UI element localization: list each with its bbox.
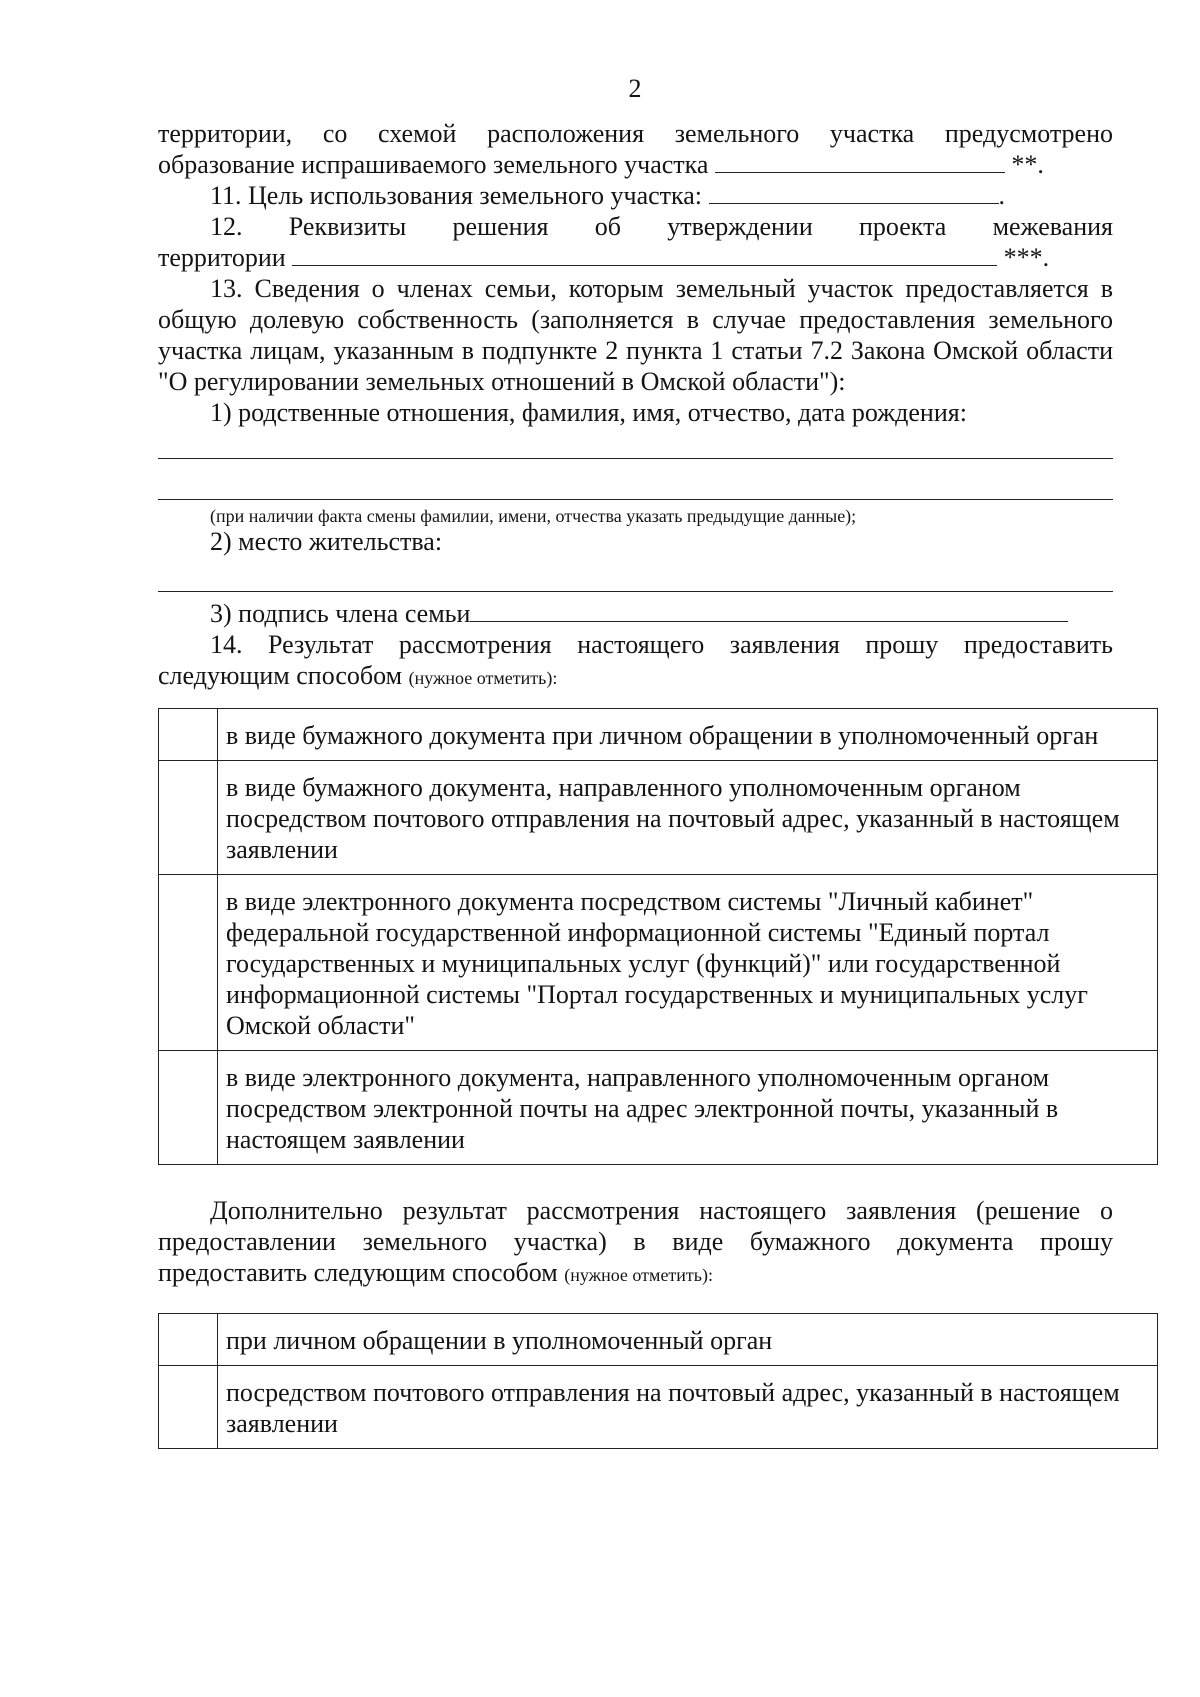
item-12-line2: территории ***. [158, 243, 1050, 272]
additional-paragraph: Дополнительно результат рассмотрения настоящего заявления (решение о предоставлении земельного участка) в виде бумажного документа прошу предоставить следующим способом (нужное отметить): [158, 1196, 1113, 1287]
checkbox-cell[interactable] [159, 1051, 218, 1165]
page-number: 2 [628, 74, 642, 103]
option-text: при личном обращении в уполномоченный орган [218, 1314, 1158, 1366]
item-13-sub-1: 1) родственные отношения, фамилия, имя, отчество, дата рождения: [210, 398, 967, 427]
document-body [158, 118, 1120, 1449]
table-row [159, 1051, 1158, 1165]
paragraph-continuation: территории, со схемой расположения земельного участка предусмотрено [158, 119, 1113, 148]
table-row [159, 761, 1158, 875]
signature-blank[interactable] [470, 603, 1068, 622]
checkbox-cell[interactable] [159, 1366, 218, 1449]
option-text: посредством почтового отправления на почтовый адрес, указанный в настоящем заявлении [218, 1366, 1158, 1449]
item-14: 14. Результат рассмотрения настоящего заявления прошу предоставить следующим способом (нужное отметить): [158, 630, 1113, 690]
relatives-note: (при наличии факта смены фамилии, имени, отчества указать предыдущие данные); [210, 506, 857, 526]
paragraph-line: образование испрашиваемого земельного участка **. [158, 150, 1044, 179]
residence-line[interactable] [158, 557, 1113, 592]
option-text: в виде электронного документа посредством системы "Личный кабинет" федеральной государственной информационной системы "Единый портал государственных и муниципальных услуг (функций)" или государственной информационной системы "Портал государственных и муниципальных услуг Омской области" [218, 875, 1158, 1051]
checkbox-cell[interactable] [159, 761, 218, 875]
result-method-table [158, 708, 1158, 1165]
relatives-line-1[interactable] [158, 428, 1113, 459]
checkbox-cell[interactable] [159, 1314, 218, 1366]
checkbox-cell[interactable] [159, 709, 218, 761]
purpose-blank[interactable] [709, 185, 999, 204]
table-row [159, 875, 1158, 1051]
blank-line[interactable] [715, 154, 1005, 173]
option-text: в виде бумажного документа при личном обращении в уполномоченный орган [218, 709, 1158, 761]
item-13-sub-3: 3) подпись члена семьи [158, 598, 1113, 629]
table-row [159, 1366, 1158, 1449]
checkbox-cell[interactable] [159, 875, 218, 1051]
item-13-sub-2: 2) место жительства: [210, 527, 443, 556]
table-row [159, 1314, 1158, 1366]
decision-blank[interactable] [292, 247, 997, 266]
item-12: 12. Реквизиты решения об утверждении проекта межевания [210, 212, 1113, 241]
additional-method-table [158, 1313, 1158, 1449]
option-text: в виде электронного документа, направленного уполномоченным органом посредством электронной почты на адрес электронной почты, указанный в настоящем заявлении [218, 1051, 1158, 1165]
option-text: в виде бумажного документа, направленного уполномоченным органом посредством почтового отправления на почтовый адрес, указанный в настоящем заявлении [218, 761, 1158, 875]
table-row [159, 709, 1158, 761]
item-13: 13. Сведения о членах семьи, которым земельный участок предоставляется в общую долевую собственность (заполняется в случае предоставления земельного участка лицам, указанным в подпункте 2 пункта 1 статьи 7.2 Закона Омской области "О регулировании земельных отношений в Омской области"): [158, 274, 1113, 396]
relatives-line-2[interactable] [158, 459, 1113, 500]
item-11: 11. Цель использования земельного участка: . [210, 181, 1006, 210]
